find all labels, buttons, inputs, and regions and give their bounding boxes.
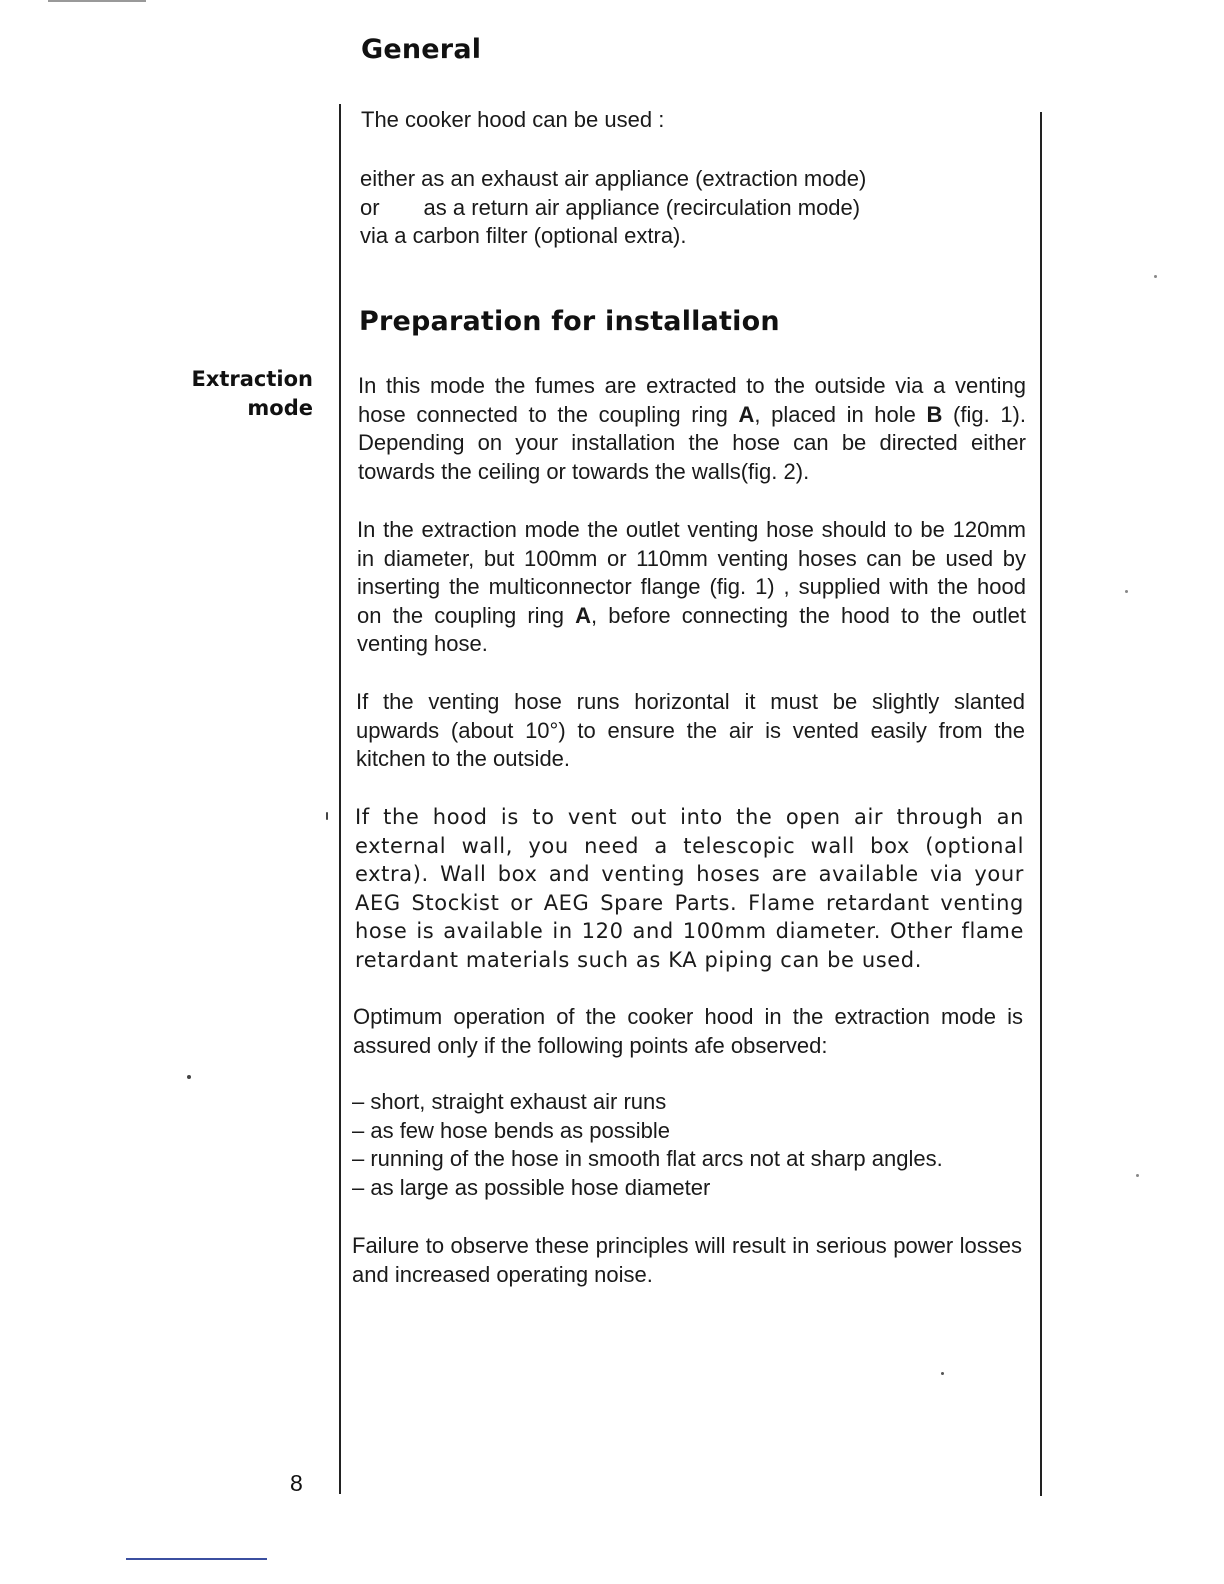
option-line: or as a return air appliance (recirculation mode) <box>360 194 861 220</box>
scan-speck <box>187 1075 191 1079</box>
scan-speck <box>1125 590 1128 593</box>
paragraph-optimum-operation: Optimum operation of the cooker hood in the extraction mode is assured only if the following points afe observed: <box>353 1004 1023 1058</box>
text-run: (fig. 1). Depending on your installation the hose can be directed either towards the ceiling or towards the walls(fig. 2). <box>358 401 1026 484</box>
page-number: 8 <box>290 1470 303 1496</box>
scan-speck <box>326 812 328 820</box>
list-item: – running of the hose in smooth flat arcs not at sharp angles. <box>352 1146 943 1171</box>
scan-speck <box>1136 1174 1139 1177</box>
text-run: In this mode the fumes are extracted to the outside via a venting hose connected to the coupling ring <box>358 373 1026 427</box>
side-label-extraction-mode <box>150 365 313 423</box>
side-label-line: Extraction <box>191 367 313 391</box>
paragraph-failure-warning: Failure to observe these principles will result in serious power losses and increased operating noise. <box>352 1233 1022 1287</box>
general-heading: General <box>361 34 482 65</box>
general-intro: The cooker hood can be used : <box>361 107 665 132</box>
paragraph-wall-box: If the hood is to vent out into the open air through an external wall, you need a telescopic wall box (optional extra). Wall box and venting hoses are available via your AEG Stockist or AEG Spare Parts. Flame retardant venting hose is available in 120 and 100mm diameter. Other flame retardant materials such as KA piping can be used. <box>355 805 1024 972</box>
text-run: In the extraction mode the outlet venting hose should to be 120mm in diameter, but 100mm or 110mm venting hoses can be used by inserting the multiconnector flange (fig. 1) , supplied with the hood on the coupling ring <box>357 517 1026 628</box>
text-run: , placed in hole <box>754 401 927 427</box>
label-b: B <box>926 401 943 427</box>
label-a: A <box>575 602 592 628</box>
text-run: , before connecting the hood to the outlet venting hose. <box>357 602 1026 656</box>
option-line: via a carbon filter (optional extra). <box>360 223 687 248</box>
right-margin-rule <box>1040 112 1042 1496</box>
scan-artifact-bottom <box>126 1558 267 1560</box>
general-options <box>360 165 1020 251</box>
scan-artifact-top <box>48 0 146 2</box>
list-item: – as few hose bends as possible <box>352 1117 670 1143</box>
option-line: either as an exhaust air appliance (extraction mode) <box>360 166 867 191</box>
left-column-rule <box>339 104 341 1494</box>
paragraph-horizontal-hose: If the venting hose runs horizontal it must be slightly slanted upwards (about 10°) to ensure the air is vented easily from the kitchen to the outside. <box>356 689 1025 771</box>
paragraph-extraction-intro <box>358 372 1026 486</box>
paragraph-hose-diameter <box>357 516 1026 659</box>
preparation-heading: Preparation for installation <box>359 306 780 337</box>
bullet-list <box>352 1088 1022 1202</box>
label-a: A <box>738 401 755 427</box>
scan-speck <box>941 1372 944 1375</box>
list-item: – as large as possible hose diameter <box>352 1174 711 1200</box>
scan-speck <box>1154 275 1157 278</box>
list-item: – short, straight exhaust air runs <box>352 1089 667 1114</box>
side-label-line: mode <box>247 396 313 420</box>
